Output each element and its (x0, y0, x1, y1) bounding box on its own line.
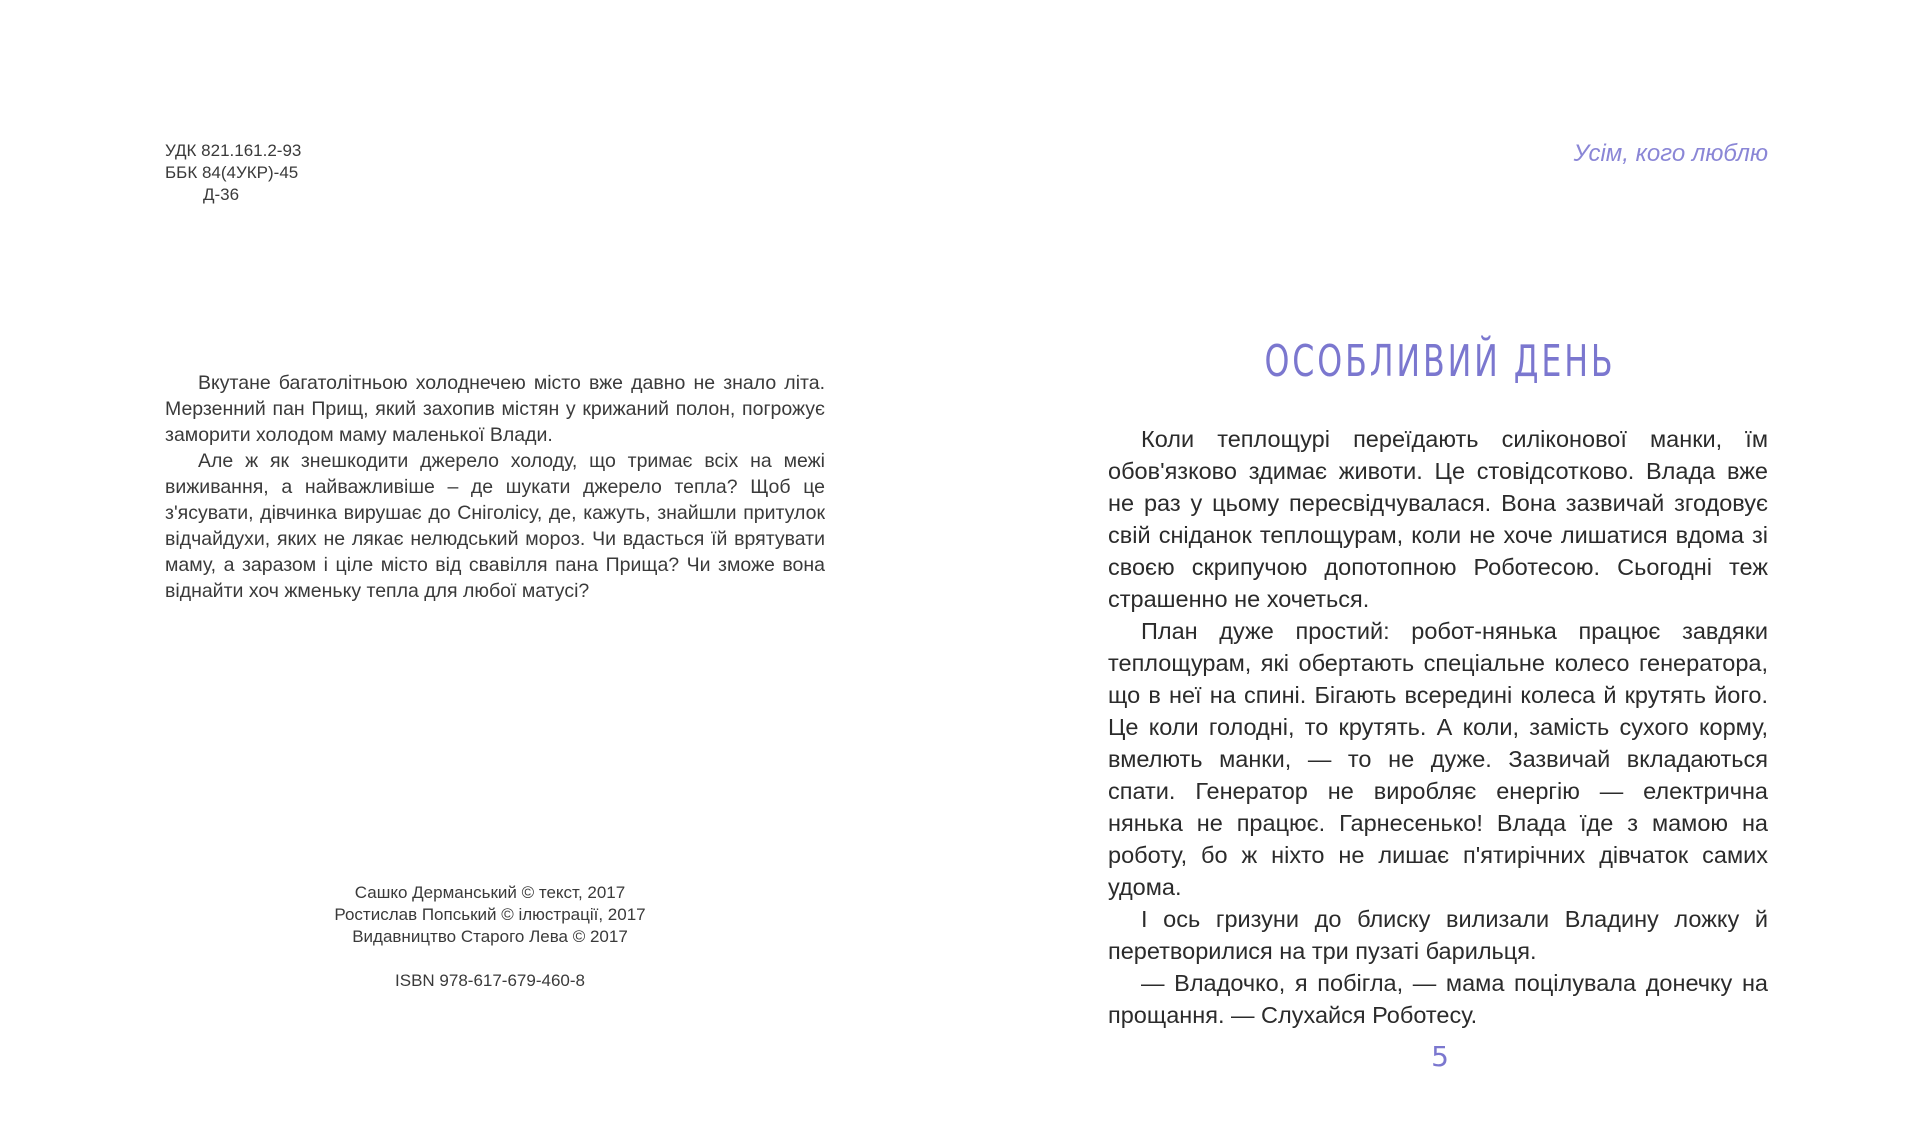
dedication: Усім, кого люблю (1573, 140, 1768, 167)
annotation-paragraph: Але ж як знешкодити джерело холоду, що тримає всіх на межі виживання, а найважливіше – де шукати джерело тепла? Щоб це з'ясувати, дівчинка вирушає до Сніголісу, де, кажуть, знайшли притулок відчайдухи, яких не лякає нелюдський мороз. Чи вдасться їй врятувати маму, а заразом і ціле місто від свавілля пана Прища? Чи зможе вона віднайти хоч жменьку тепла для любої матусі? (165, 450, 825, 602)
story-paragraph: — Владочко, я побігла, — мама поцілувала донечку на прощання. — Слухайся Роботесу. (1108, 970, 1768, 1028)
chapter-title: ОСОБЛИВИЙ ДЕНЬ (1264, 336, 1616, 387)
story-paragraph: І ось гризуни до блиску вилизали Владину ложку й перетворилися на три пузаті барильця. (1108, 906, 1768, 964)
bbk-line: ББК 84(4УКР)-45 (165, 163, 299, 182)
credit-text: Сашко Дерманський © текст, 2017 (354, 883, 626, 902)
credit-publisher: Видавництво Старого Лева © 2017 (352, 927, 628, 946)
page-number: 5 (1431, 1040, 1449, 1073)
story-paragraph: Коли теплощурі переїдають силіконової манки, їм обов'язково здимає животи. Це стовідсотково. Влада вже не раз у цьому пересвідчувалася. Вона зазвичай згодовує свій сніданок теплощурам, коли не хоче лишатися вдома зі своєю скрипучою допотопною Роботесою. Сьогодні теж страшенно не хочеться. (1108, 426, 1768, 612)
author-mark-line: Д-36 (203, 185, 240, 204)
book-annotation (165, 370, 825, 604)
copyright-credits (280, 882, 700, 948)
story-paragraph: План дуже простий: робот-нянька працює завдяки теплощурам, які обертають спеціальне колесо генератора, що в неї на спині. Бігають всередині колеса й крутять його. Це коли голодні, то крутять. А коли, замість сухого корму, вмелють манки, — то не дуже. Зазвичай вкладаються спати. Генератор не виробляє енергію — електрична нянька не працює. Гарнесенько! Влада їде з мамою на роботу, бо ж ніхто не лишає п'ятирічних дівчаток самих удома. (1108, 618, 1768, 900)
isbn: ISBN 978-617-679-460-8 (395, 971, 585, 990)
story-text (1108, 423, 1768, 1031)
credit-illustrations: Ростислав Попський © ілюстрації, 2017 (334, 905, 646, 924)
udk-block (165, 140, 301, 206)
right-page (960, 0, 1920, 1123)
udk-line: УДК 821.161.2-93 (165, 141, 302, 160)
annotation-paragraph: Вкутане багатолітньою холоднечею місто вже давно не знало літа. Мерзенний пан Прищ, який захопив містян у крижаний полон, погрожує заморити холодом маму маленької Влади. (165, 372, 825, 446)
